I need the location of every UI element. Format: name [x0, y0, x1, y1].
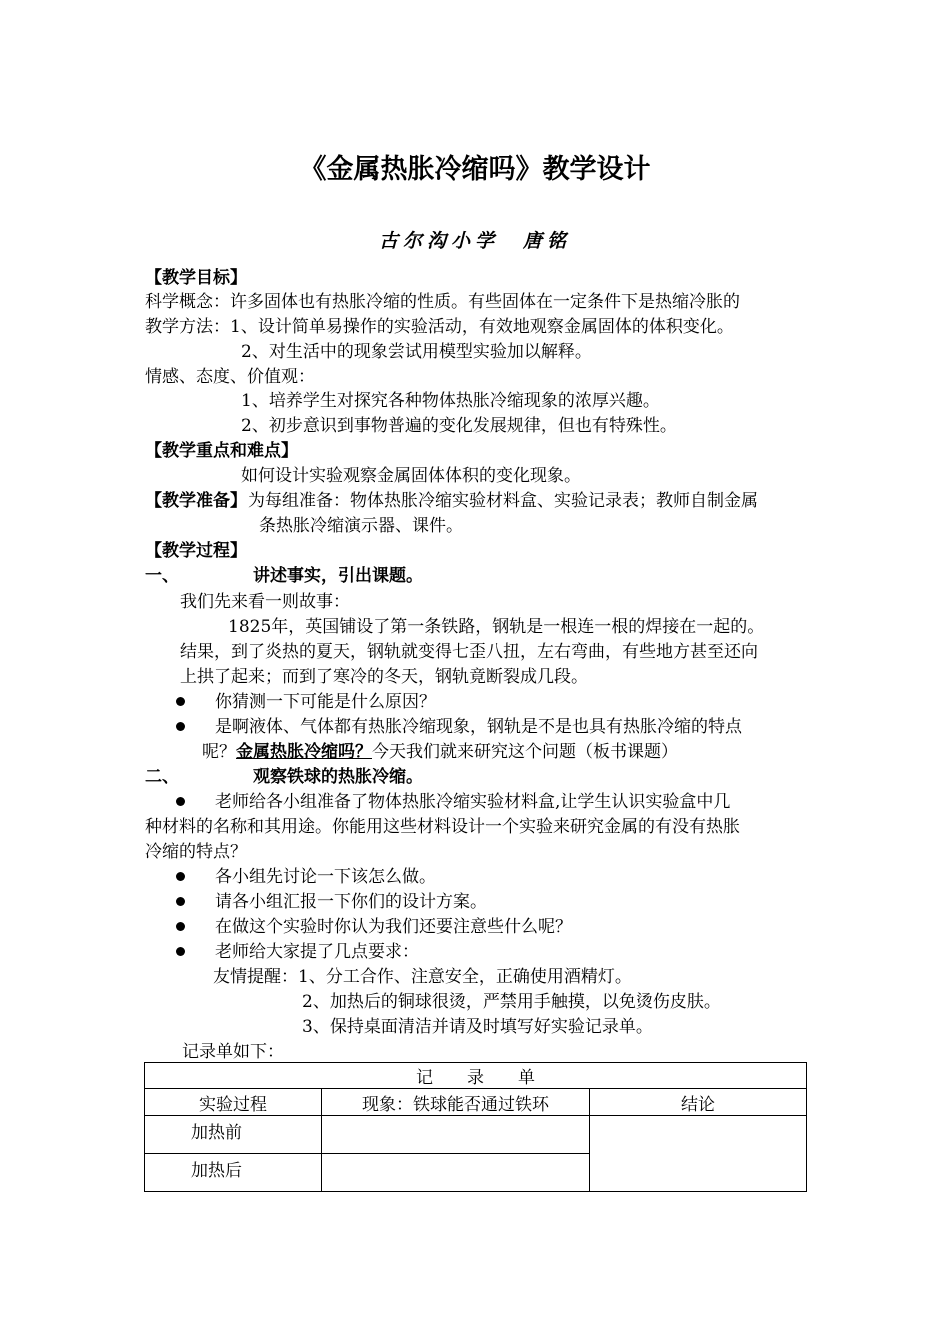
- bullet-text: 请各小组汇报一下你们的设计方案。: [215, 892, 487, 912]
- story-line: 结果，到了炎热的夏天，钢轨就变得七歪八扭，左右弯曲，有些地方甚至还向: [180, 642, 758, 662]
- table-cell-empty: [322, 1154, 590, 1192]
- bullet-text: 是啊液体、气体都有热胀冷缩现象，钢轨是不是也具有热胀冷缩的特点: [215, 717, 742, 737]
- bullet-text-pre: 呢？: [202, 742, 236, 762]
- record-table-caption: 记 录 单: [145, 1063, 807, 1089]
- table-cell-conclusion: [590, 1116, 807, 1192]
- table-row-label: 加热前: [145, 1116, 322, 1154]
- bullet-icon: [176, 922, 185, 931]
- heading-key-points: 【教学重点和难点】: [145, 441, 298, 461]
- heading-goals: 【教学目标】: [145, 268, 247, 288]
- author-line: 古尔沟小学 唐铭: [378, 230, 571, 252]
- part-two-number: 二、: [145, 767, 179, 787]
- lesson-topic-underlined: 金属热胀冷缩吗？: [236, 742, 372, 762]
- table-cell-empty: [322, 1116, 590, 1154]
- story-line: 1825年，英国铺设了第一条铁路，钢轨是一根连一根的焊接在一起的。: [228, 617, 765, 637]
- bullet-text: 老师给大家提了几点要求：: [215, 942, 419, 962]
- heading-process: 【教学过程】: [145, 541, 247, 561]
- goal-line: 1、培养学生对探究各种物体热胀冷缩现象的浓厚兴趣。: [241, 391, 660, 411]
- story-line: 我们先来看一则故事：: [180, 592, 350, 612]
- bullet-icon: [176, 697, 185, 706]
- bullet-text: 你猜测一下可能是什么原因？: [215, 692, 436, 712]
- bullet-icon: [176, 872, 185, 881]
- bullet-icon: [176, 897, 185, 906]
- part-one-title: 讲述事实，引出课题。: [253, 566, 423, 586]
- bullet-text-post: 今天我们就来研究这个问题（板书课题）: [372, 742, 678, 762]
- task-line: 种材料的名称和其用途。你能用这些材料设计一个实验来研究金属的有没有热胀: [145, 817, 740, 837]
- goal-line: 科学概念：许多固体也有热胀冷缩的性质。有些固体在一定条件下是热缩冷胀的: [145, 292, 740, 312]
- record-table: [144, 1062, 807, 1192]
- bullet-icon: [176, 797, 185, 806]
- page-title: 《金属热胀冷缩吗》教学设计: [299, 154, 651, 185]
- reminder-line: 3、保持桌面清洁并请及时填写好实验记录单。: [302, 1017, 653, 1037]
- part-one-number: 一、: [145, 566, 179, 586]
- table-header: 结论: [590, 1089, 807, 1116]
- story-line: 上拱了起来；而到了寒冷的冬天，钢轨竟断裂成几段。: [180, 667, 588, 687]
- prep-line: 条热胀冷缩演示器、课件。: [259, 516, 463, 536]
- bullet-text: 各小组先讨论一下该怎么做。: [215, 867, 436, 887]
- part-two-title: 观察铁球的热胀冷缩。: [253, 767, 423, 787]
- goal-line: 2、对生活中的现象尝试用模型实验加以解释。: [241, 342, 592, 362]
- record-intro: 记录单如下：: [182, 1042, 284, 1062]
- bullet-text: 在做这个实验时你认为我们还要注意些什么呢？: [215, 917, 572, 937]
- prep-line: 为每组准备：物体热胀冷缩实验材料盒、实验记录表；教师自制金属: [248, 491, 758, 511]
- heading-preparation: 【教学准备】: [145, 491, 247, 511]
- bullet-icon: [176, 722, 185, 731]
- bullet-icon: [176, 947, 185, 956]
- task-line: 老师给各小组准备了物体热胀冷缩实验材料盒,让学生认识实验盒中几: [215, 792, 731, 812]
- goal-line: 情感、态度、价值观：: [145, 367, 315, 387]
- reminder-line: 2、加热后的铜球很烫，严禁用手触摸，以免烫伤皮肤。: [302, 992, 721, 1012]
- task-line: 冷缩的特点？: [145, 842, 247, 862]
- table-header: 现象：铁球能否通过铁环: [322, 1089, 590, 1116]
- goal-line: 2、初步意识到事物普遍的变化发展规律，但也有特殊性。: [241, 416, 677, 436]
- bullet-text-continued: [202, 740, 678, 764]
- table-header: 实验过程: [145, 1089, 322, 1116]
- reminder-line: 友情提醒：1、分工合作、注意安全，正确使用酒精灯。: [213, 967, 632, 987]
- goal-line: 教学方法：1、设计简单易操作的实验活动，有效地观察金属固体的体积变化。: [145, 317, 734, 337]
- table-row-label: 加热后: [145, 1154, 322, 1192]
- key-point-line: 如何设计实验观察金属固体体积的变化现象。: [241, 466, 581, 486]
